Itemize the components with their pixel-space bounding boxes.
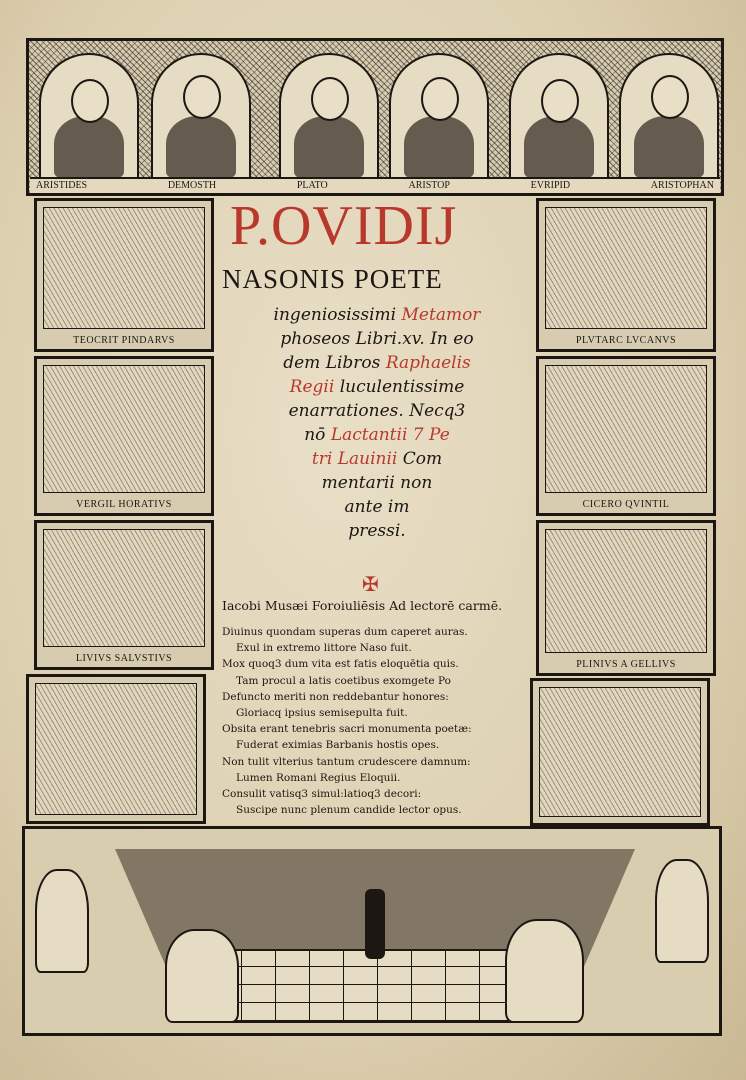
frieze-head — [541, 79, 579, 123]
title-line: enarrationes. Necq3 — [288, 401, 466, 421]
poem-line: Gloriacq ipsius semisepulta fuit. — [236, 707, 408, 720]
title-author: P.OVIDIJ — [230, 195, 458, 257]
urn-right — [655, 859, 709, 963]
panel-scene — [43, 207, 205, 329]
title-line: dem Libros Raphaelis — [283, 353, 471, 373]
frieze-head — [183, 75, 221, 119]
urn-left — [35, 869, 89, 973]
poem-line: Diuinus quondam superas dum caperet auras. — [222, 626, 468, 638]
frieze-name: ARISTOP — [408, 180, 450, 191]
bottom-woodcut — [22, 826, 722, 1036]
frieze-figure — [166, 116, 236, 178]
panel-caption: LIVIVS SALVSTIVS — [75, 653, 173, 664]
poem-line: Non tulit vlterius tantum crudescere damnum: — [222, 755, 471, 768]
poem-heading: Iacobi Musæi Foroiuliēsis Ad lectorē carmē. — [222, 598, 503, 613]
poem-line: Tam procul a latis coetibus exomgete Po — [236, 674, 451, 687]
frieze-figure — [524, 116, 594, 178]
left-panel-2 — [34, 356, 214, 516]
title-line: Regii luculentissime — [289, 377, 465, 397]
panel-scene — [545, 365, 707, 493]
poem-line: Lumen Romani Regius Eloquii. — [236, 771, 401, 784]
panel-scene — [545, 529, 707, 653]
left-panel-1 — [34, 198, 214, 352]
panel-caption: CICERO QVINTIL — [582, 499, 670, 510]
right-panel-4 — [530, 678, 710, 826]
top-frieze — [26, 38, 724, 196]
title-text-block — [222, 196, 532, 828]
frieze-head — [71, 79, 109, 123]
poem — [222, 624, 532, 818]
title-line: tri Lauinii Com — [311, 449, 443, 469]
panel-caption: VERGIL HORATIVS — [76, 499, 172, 510]
frieze-figure — [294, 116, 364, 178]
title-line: mentarii non — [321, 473, 433, 493]
frieze-figure — [54, 116, 124, 178]
panel-caption: PLVTARC LVCANVS — [575, 335, 677, 346]
title-line: ingeniosissimi Metamor — [273, 305, 481, 325]
left-panel-4 — [26, 674, 206, 824]
frieze-head — [311, 77, 349, 121]
frieze-name: ARISTIDES — [36, 180, 88, 191]
frieze-name: EVRIPID — [530, 180, 571, 191]
poem-line: Obsita erant tenebris sacri monumenta poetæ: — [222, 723, 472, 736]
frieze-name: ARISTOPHAN — [650, 180, 714, 191]
poem-line: Fuderat eximias Barbanis hostis opes. — [236, 739, 440, 752]
title-line: nō Lactantii 7 Pe — [304, 425, 450, 445]
frieze-name: PLATO — [296, 180, 328, 191]
frieze-figure — [404, 116, 474, 178]
right-panel-1 — [536, 198, 716, 352]
title-line: phoseos Libri.xv. In eo — [280, 329, 474, 349]
panel-caption: PLINIVS A GELLIVS — [576, 659, 676, 670]
poem-line: Consulit vatisq3 simul:latioq3 decori: — [222, 788, 422, 801]
urn-front-right — [505, 919, 584, 1023]
title-line: pressi. — [348, 521, 406, 541]
frieze-head — [651, 75, 689, 119]
garden-wall — [205, 949, 549, 1023]
panel-scene — [545, 207, 707, 329]
frieze-figure — [634, 116, 704, 178]
right-panel-3 — [536, 520, 716, 676]
right-panel-2 — [536, 356, 716, 516]
panel-scene — [539, 687, 701, 817]
left-panel-3 — [34, 520, 214, 670]
poem-line: Mox quoq3 dum vita est fatis eloquētia quis. — [222, 658, 459, 671]
frieze-head — [421, 77, 459, 121]
frieze-name: DEMOSTH — [167, 180, 217, 191]
title-line: ante im — [344, 497, 410, 517]
frieze-names — [30, 177, 720, 193]
panel-scene — [43, 529, 205, 647]
cross-ornament-icon: ✠ — [362, 572, 379, 596]
panel-scene — [35, 683, 197, 815]
title-subtitle: NASONIS POETE — [222, 264, 443, 294]
poem-line: Exul in extremo littore Naso fuit. — [236, 642, 412, 655]
poem-line: Suscipe nunc plenum candide lector opus. — [236, 804, 462, 817]
tree-trunk — [365, 889, 385, 959]
panel-scene — [43, 365, 205, 493]
urn-front-left — [165, 929, 239, 1023]
panel-caption: TEOCRIT PINDARVS — [73, 335, 175, 346]
poem-line: Defuncto meriti non reddebantur honores: — [222, 690, 449, 703]
